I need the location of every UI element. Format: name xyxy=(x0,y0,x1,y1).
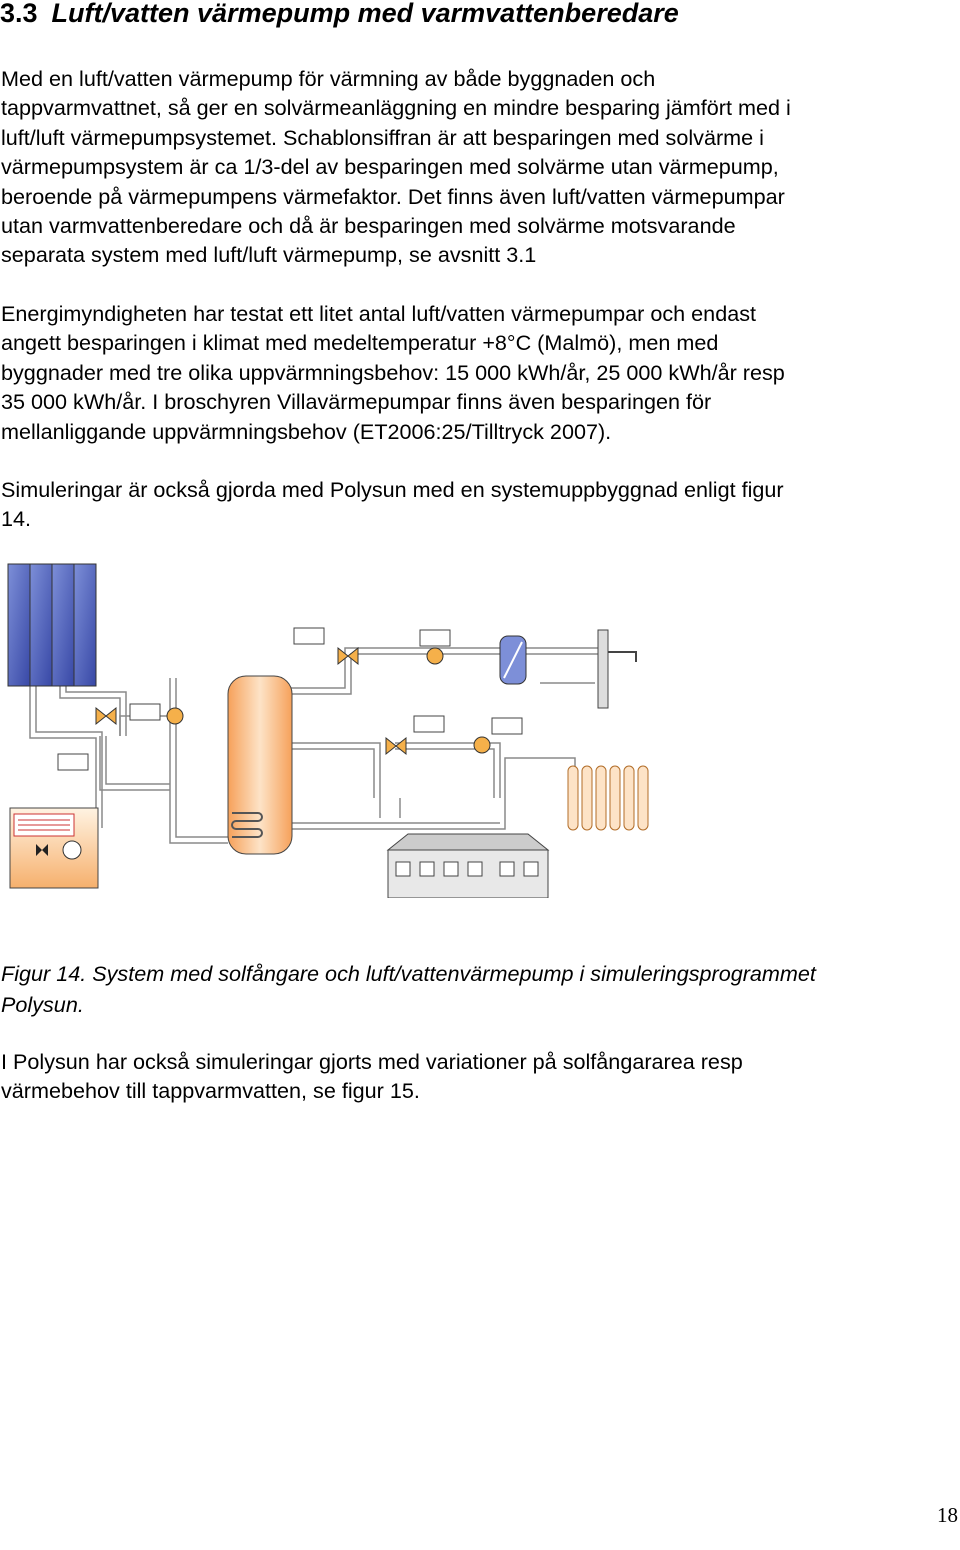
pump-icon xyxy=(167,648,490,753)
paragraph-2 xyxy=(1,299,959,446)
text-line: angett besparingen i klimat med medeltemperatur +8°C (Malmö), men med xyxy=(1,330,719,356)
figure-caption xyxy=(1,958,960,1020)
text-line: luft/luft värmepumpsystemet. Schablonsiffran är att besparingen med solvärme i xyxy=(1,124,764,150)
text-line: tappvarmvattnet, så ger en solvärmeanläggning en mindre besparing jämfört med i xyxy=(1,95,791,121)
text-line: Med en luft/vatten värmepump för värmning av både byggnaden och xyxy=(1,66,656,91)
text-line: Simuleringar är också gjorda med Polysun med en systemuppbyggnad enligt figur xyxy=(1,477,784,502)
radiator xyxy=(568,766,648,830)
section-title: Luft/vatten värmepump med varmvattenberedare xyxy=(51,0,679,28)
text-line: separata system med luft/luft värmepump, se avsnitt 3.1 xyxy=(1,242,537,268)
text-line: värmepumpsystem är ca 1/3-del av besparingen med solvärme utan värmepump, xyxy=(1,154,779,180)
house-icon xyxy=(388,834,548,898)
text-line: 35 000 kWh/år. I broschyren Villavärmepumpar finns även besparingen för xyxy=(1,389,712,415)
solar-collector xyxy=(8,564,96,686)
system-diagram xyxy=(0,558,660,898)
text-line: 14. xyxy=(1,506,32,532)
page-number: 18 xyxy=(937,1503,958,1527)
caption-line: Figur 14. System med solfångare och luft/vattenvärmepump i simuleringsprogrammet xyxy=(1,961,816,986)
heat-exchanger xyxy=(500,636,526,684)
paragraph-3 xyxy=(1,475,959,534)
text-line: mellanliggande uppvärmningsbehov (ET2006:25/Tilltryck 2007). xyxy=(1,418,612,444)
paragraph-1 xyxy=(1,64,959,270)
caption-line: Polysun. xyxy=(1,992,84,1017)
storage-tank xyxy=(228,676,292,854)
text-line: beroende på värmepumpens värmefaktor. Det finns även luft/vatten värmepumpar xyxy=(1,183,785,209)
heat-pump-unit xyxy=(10,808,98,888)
text-line: värmebehov till tappvarmvatten, se figur 15. xyxy=(1,1078,420,1104)
paragraph-4 xyxy=(1,1047,959,1106)
tap-icon xyxy=(598,630,636,708)
section-heading xyxy=(0,0,679,29)
text-line: utan varmvattenberedare och då är besparingen med solvärme motsvarande xyxy=(1,213,736,239)
text-line: Energimyndigheten har testat ett litet antal luft/vatten värmepumpar och endast xyxy=(1,301,757,326)
text-line: I Polysun har också simuleringar gjorts med variationer på solfångararea resp xyxy=(1,1049,743,1074)
text-line: byggnader med tre olika uppvärmningsbehov: 15 000 kWh/år, 25 000 kWh/år resp xyxy=(1,359,785,385)
section-number: 3.3 xyxy=(0,0,38,28)
